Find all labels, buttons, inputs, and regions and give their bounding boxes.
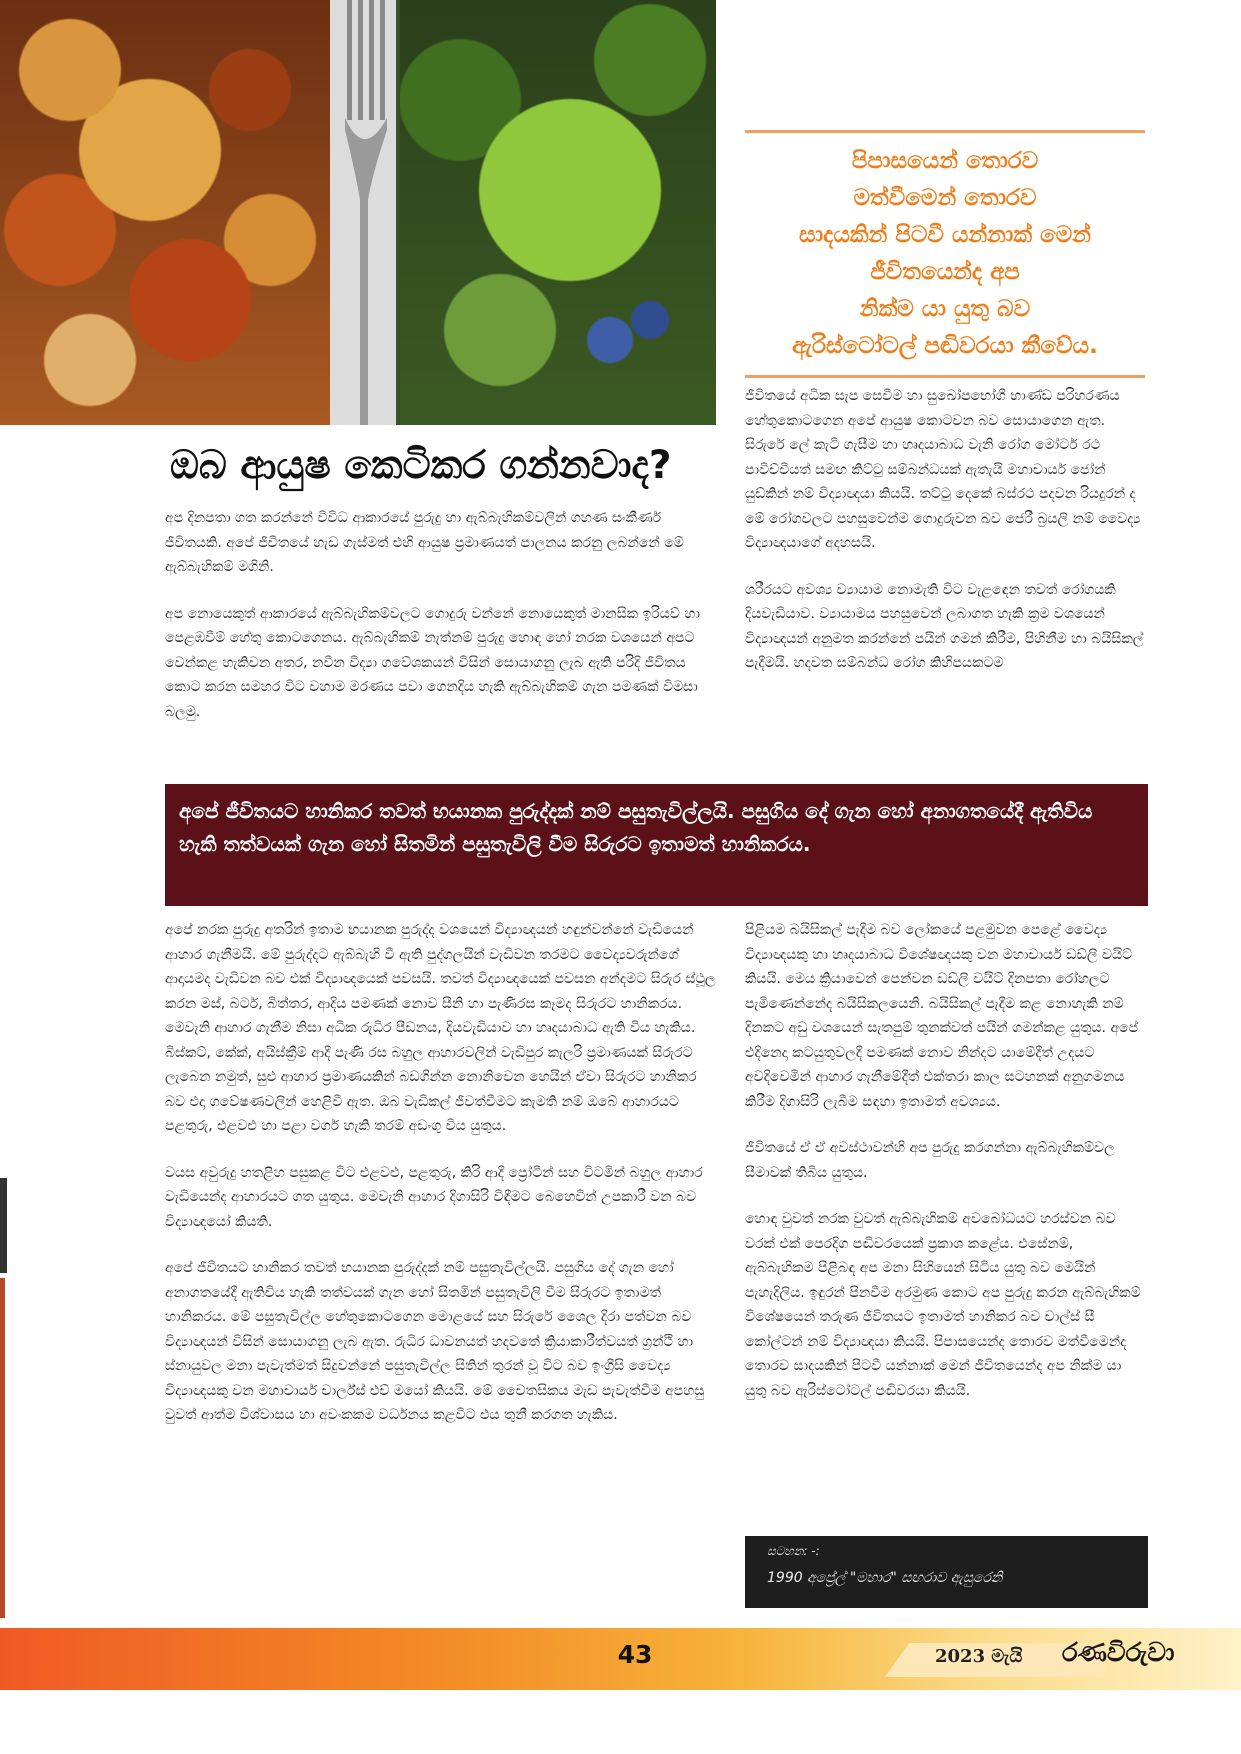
banner-text: අපේ ජීවිතයට හානිකර තවත් භයානක පුරුද්දක් නම් පසුතැවිල්ලයි. පසුගිය දේ ගැන හෝ අනාගතයේදී ඇතිවිය හැකි තත්වයක් ගැන හෝ සිතමින් පසුතැවිලි වීම සිරුරට ඉතාමත් හානිකරය.	[179, 799, 1093, 856]
left-column-bottom	[165, 918, 718, 1450]
paragraph: පිළියම බයිසිකල් පැදීම බව ලෝකයේ පළමුවන පෙළේ වෛද්‍ය විද්‍යාඥයකු හා හෘදයාබාධ විශේෂඥයකු වන මහාචාර්ය ඩඩ්ලි වයිට් කියයි. මෙය ක්‍රියාවෙන් පෙන්වන ඩඩ්ලි වයිට් දිනපතා රෝහලට පැමිණෙන්නේද බයිසිකලයෙනි. බයිසිකල් පැදීම කළ නොහැකි නම් දිනකට අඩු වශයෙන් සැතපුම් තුනක්වත් පයින් ගමන්කළ යුතුය. අපේ එදිනෙදා කටයුතුවලදී පමණක් නොව නින්දට යාමේදීත් උදයට අවදිවෙමින් ආහාර ගැනීමේදීත් එක්තරා කාල සටහනක් අනුගමනය කිරීම දිගාසිරි ලැබීම සඳහා ඉතාමත් අවශ්‍යය.	[745, 922, 1139, 1110]
note-text: 1990 අප්‍රේල් "මහාර" සඟරාව ඇසුරෙනි	[767, 1570, 1003, 1586]
paragraph: ජීවිතයේ අධික සැප සෙවීම හා සුඛෝපභෝගී භාණ්ඩ පරිහරණය හේතුකොටගෙන අපේ ආයුෂ කොටවන බව සොයාගෙන ඇත. සිරුරේ ලේ කැටි ගැසීම හා හෘදයාබාධ වැනි රෝග මෝටර් රථ පාවිච්චියත් සමඟ කිට්ටු සම්බන්ධයක් ඇතැයි මහාචාර්ය ජෝන් යුඩ්කින් නම් විද්‍යාඥයා කියයි. තට්ටු දෙකේ බස්රථ පදවන රියදුරන් ද මේ රෝගවලට පහසුවෙන්ම ගොදුරුවන බව ජෙරී බ්‍රයලි නම් වෛද්‍ය විද්‍යාඥයාගේ අදහසයි.	[745, 388, 1141, 551]
paragraph: අපේ ජීවිතයට හානිකර තවත් භයානක පුරුද්දක් නම් පසුතැවිල්ලයි. පසුගිය දේ ගැන හෝ අනාගතයේදී ඇතිවිය හැකි තත්වයක් ගැන හෝ සිතමින් පසුතැවිලි වීම සිරුරට ඉතාමත් හානිකරය. මේ පසුතැවිල්ල හේතුකොටගෙන මොළයේ සහ සිරුරේ ශෛල දිරා පත්වන බව විද්‍යාඥයන් විසින් සොයාගනු ලැබ ඇත. රුධිර ධාවනයත් හදවතේ ක්‍රියාකාරීත්වයත් ග්‍රන්ථි හා ස්නායුවල මනා පැවැත්මත් සිදුවන්නේ පසුතැවිල්ල සිතින් තුරන් වූ විට බව ඉංග්‍රීසි වෛද්‍ය විද්‍යාඥයකු වන මහාචාර්ය චාර්ල්ස් එච් මයෝ කියයි. මේ චෛතසිකය මැඩ පැවැත්වීම අපහසු වුවත් ආත්ම විශ්වාසය හා අවංකකම වර්ධනය කළවිට එය තුනී කරගත හැකිය.	[165, 1260, 705, 1423]
paragraph: අපේ නරක පුරුදු අතරින් ඉතාම භයානක පුරුද්ද වශයෙන් විද්‍යාඥයන් හඳුන්වන්නේ වැඩියෙන් ආහාර ගැනීමයි. මේ පුරුද්දට ඇබ්බැහි වී ඇති පුද්ගලයින් වැඩිවන තරමට වෛද්‍යවරුන්ගේ ආදායමද වැඩිවන බව එක් විද්‍යාඥයෙක් පවසයි. තවත් විද්‍යාඥයෙක් පවසන අන්දමට සිරුර ස්ථූල කරන මස්, බටර්, බිත්තර, ආදිය පමණක් නොව සීනි හා පැණිරස කෑමද සිරුරට හානිකරය. මෙවැනි ආහාර ගැනීම නිසා අධික රුධිර පීඩනය, දියවැඩියාව හා හෘදයාබාධ ඇති විය හැකිය. බිස්කට්, කේක්, අයිස්ක්‍රීම් ආදී පැණි රස බහුල ආහාරවලින් වැඩිපුර කැලරි ප්‍රමාණයක් සිරුරට ලැබෙන නමුත්, සුළු ආහාර ප්‍රමාණයකින් බඩගින්න නොනිවෙන හෙයින් ඒවා සිරුරට හානිකර බව එදා ගවේෂණවලින් හෙළිවී ඇත. ඔබ වැඩිකල් ජීවත්වීමට කැමති නම් ඔබේ ආහාරයට පළතුරු, එළවළු හා පළා වර්ග හැකි තරම් අඩංගු විය යුතුය.	[165, 922, 716, 1134]
fork-icon	[332, 0, 396, 425]
highlight-banner	[165, 784, 1148, 906]
paragraph: වයස අවුරුදු හතළිහ පසුකළ විට එළවළු, පළතුරු, කිරි ආදී ප්‍රෝටීන් සහ විටමින් බහුල ආහාර වැඩියෙන්ද ආහාරයට ගත යුතුය. මෙවැනි ආහාර දිගාසිරි විඳීමට බෙහෙවින් උපකාරී වන බව විද්‍යාඥයෝ කියති.	[165, 1164, 703, 1230]
junk-food-illustration	[0, 0, 330, 425]
article-title: ඔබ ආයුෂ කෙටිකර ගන්නවාද?	[170, 443, 672, 488]
source-note	[745, 1536, 1148, 1608]
pull-quote-text	[745, 143, 1145, 365]
pull-quote	[745, 130, 1145, 378]
paragraph: හොඳ වුවත් නරක වුවත් ඇබ්බැහිකම් අවබෝධයට හරස්වන බව වරක් එක් පෙරදිග පඬිවරයෙක් ප්‍රකාශ කළේය. එසේනම්, ඇබ්බැහිකම පිළිබඳ අප මනා සිහියෙන් සිටිය යුතු බව මෙයින් පැහැදිලිය. ඉඳුරන් පිනවීම අරමුණ කොට අප පුරුදු කරන ඇබ්බැහිකම් විශේෂයෙන් තරුණ ජීවිතයට ඉතාමත් හානිකර බව චාල්ස් සී කෝල්ටන් නම් විද්‍යාඥයා කියයි. පිපාසයෙන්ද තොරව මත්වීමෙන්ද තොරව සාදයකින් පිටවී යන්නාක් මෙන් ජීවිතයෙන්ද අප නික්ම යා යුතු බව ඇරිස්ටෝටල් පඬිවරයා කියයි.	[745, 1211, 1141, 1399]
paragraph: අප නොයෙකුත් ආකාරයේ ඇබ්බැහිකම්වලට ගොදුරු වන්නේ නොයෙකුත් මානසික ඉරියව් හා පෙළඹවීම් හේතු කොටගෙනය. ඇබ්බැහිකම් නැත්නම් පුරුදු හොඳ හෝ නරක වශයෙන් අපට වෙන්කළ හැකිවන අතර, නවීන විද්‍යා ගවේශකයන් විසින් සොයාගනු ලැබ ඇති පරිදි ජීවිතය කොට කරන සමහර විට වහාම මරණය පවා ගෙනදිය හැකි ඇබ්බැහිකම් ගැන පමණක් විමසා බලමු.	[165, 605, 700, 720]
hero-image	[0, 0, 716, 425]
quote-line: ඇරිස්ටෝටල් පඬිවරයා කීවේය.	[792, 333, 1098, 359]
edge-mark	[0, 1278, 5, 1618]
quote-line: මත්වීමෙන් තොරව	[853, 185, 1037, 211]
paragraph: අප දිනපතා ගත කරන්නේ විවිධ ආකාරයේ පුරුදු හා ඇබ්බැහිකම්වලින් ගහණ සංකීර්ණ ජීවිතයකි. අපේ ජීවිතයේ හැඩ ගැස්මත් එහි ආයුෂ ප්‍රමාණයත් පාලනය කරනු ලබන්නේ මේ ඇබ්බැහිකම් මගිනි.	[165, 510, 684, 575]
page-number: 43	[617, 1640, 653, 1669]
left-column-top	[165, 506, 718, 746]
quote-line: ජීවිතයෙන්ද අප	[870, 259, 1020, 285]
note-label: සටහන: -:	[767, 1544, 820, 1558]
vegetables-illustration	[400, 0, 716, 425]
edge-mark	[0, 1178, 7, 1273]
paragraph: ශරීරයට අවශ්‍ය ව්‍යායාම නොමැති විට වැළඳෙන තවත් රෝගයකි දියවැඩියාව. ව්‍යායාමය පහසුවෙන් ලබාගත හැකි ක්‍රම වශයෙන් විද්‍යාඥයන් අනුමත කරන්නේ පයින් ගමන් කිරීම, පිහිනීම හා බයිසිකල් පැදීමයි. හදවත සම්බන්ධ රෝග කිහිපයකටම	[745, 581, 1144, 671]
issue-date: 2023 මැයි	[935, 1646, 1023, 1667]
paragraph: ජීවිතයේ ඒ ඒ අවස්ථාවන්හි අප පුරුදු කරගන්නා ඇබ්බැහිකම්වල සීමාවක් තිබිය යුතුය.	[745, 1140, 1115, 1181]
quote-line: නික්ම යා යුතු බව	[859, 296, 1031, 322]
right-column-top	[745, 384, 1145, 698]
quote-line: සාදයකින් පිටවී යන්නාක් මෙන්	[799, 222, 1091, 248]
right-column-bottom	[745, 918, 1145, 1425]
quote-line: පිපාසයෙන් තොරව	[851, 148, 1039, 174]
magazine-brand: රණවිරුවා	[1062, 1638, 1175, 1668]
